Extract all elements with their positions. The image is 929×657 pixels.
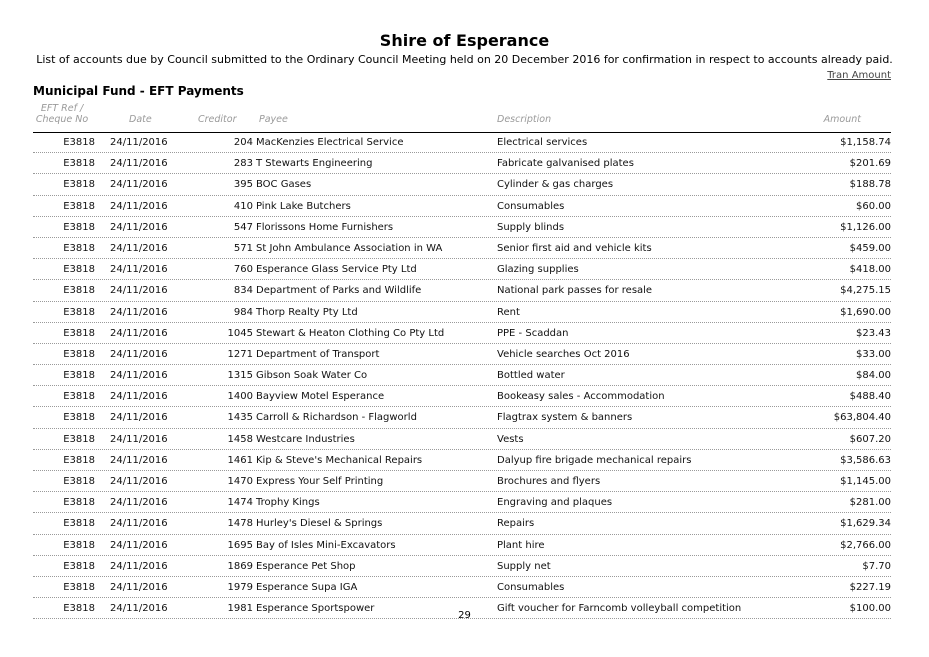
cell-amount: $33.00 — [856, 348, 891, 360]
table-row — [33, 556, 891, 577]
cell-date: 24/11/2016 — [110, 476, 168, 487]
cell-ref: E3818 — [63, 242, 95, 254]
column-header-description: Description — [497, 114, 552, 125]
cell-ref: E3818 — [63, 348, 95, 360]
cell-creditor: 1400 — [227, 391, 253, 403]
cell-amount: $201.69 — [849, 158, 891, 170]
cell-payee: Department of Transport — [256, 348, 380, 360]
table-row — [33, 407, 891, 428]
cell-description: Supply blinds — [497, 221, 565, 233]
cell-creditor: 760 — [233, 264, 253, 276]
page-number: 29 — [458, 610, 471, 621]
cell-date: 24/11/2016 — [110, 454, 168, 466]
fund-heading: Municipal Fund - EFT Payments — [33, 84, 244, 98]
table-row — [33, 174, 891, 195]
cell-ref: E3818 — [63, 221, 95, 233]
cell-description: Bottled water — [497, 370, 565, 382]
cell-description: Senior first aid and vehicle kits — [497, 242, 652, 254]
table-row — [33, 302, 891, 323]
column-header-ref-line1: EFT Ref / — [40, 103, 84, 114]
cell-amount: $2,766.00 — [840, 539, 891, 551]
cell-creditor: 1271 — [227, 348, 253, 360]
table-header — [33, 101, 891, 133]
cell-payee: T Stewarts Engineering — [256, 158, 373, 170]
cell-ref: E3818 — [63, 476, 95, 487]
cell-description: Vests — [497, 433, 524, 445]
cell-creditor: 283 — [233, 158, 253, 170]
cell-creditor: 1695 — [227, 539, 253, 551]
cell-date: 24/11/2016 — [110, 137, 168, 148]
cell-date: 24/11/2016 — [110, 179, 168, 191]
cell-ref: E3818 — [63, 200, 95, 212]
cell-payee: St John Ambulance Association in WA — [256, 242, 443, 254]
cell-description: Consumables — [497, 581, 565, 593]
cell-creditor: 1315 — [227, 370, 253, 382]
table-row — [33, 365, 891, 386]
cell-ref: E3818 — [63, 285, 95, 297]
cell-date: 24/11/2016 — [110, 221, 168, 233]
cell-amount: $418.00 — [849, 264, 891, 276]
page-title: Shire of Esperance — [379, 31, 550, 50]
cell-creditor: 410 — [233, 200, 253, 212]
cell-ref: E3818 — [63, 327, 95, 339]
table-row — [33, 132, 891, 153]
cell-ref: E3818 — [63, 412, 95, 424]
page-subtitle: List of accounts due by Council submitted to the Ordinary Council Meeting held on 20 December 2016 for confirmation in respect to accounts already paid. — [36, 53, 893, 66]
cell-amount: $100.00 — [849, 603, 891, 615]
cell-payee: Florissons Home Furnishers — [256, 221, 394, 233]
column-header-payee: Payee — [259, 114, 288, 125]
cell-payee: Esperance Pet Shop — [256, 560, 356, 572]
cell-creditor: 1461 — [227, 454, 253, 466]
table-row — [33, 323, 891, 344]
column-header-creditor: Creditor — [198, 114, 237, 125]
cell-creditor: 1458 — [227, 433, 253, 445]
table-row — [33, 259, 891, 280]
cell-date: 24/11/2016 — [110, 242, 168, 254]
cell-payee: BOC Gases — [256, 179, 312, 191]
cell-amount: $4,275.15 — [840, 285, 891, 297]
cell-ref: E3818 — [63, 306, 95, 318]
cell-date: 24/11/2016 — [110, 497, 168, 509]
cell-ref: E3818 — [63, 539, 95, 551]
payments-table — [33, 132, 891, 619]
cell-creditor: 547 — [233, 221, 253, 233]
cell-ref: E3818 — [63, 179, 95, 191]
cell-payee: Thorp Realty Pty Ltd — [256, 306, 358, 318]
column-header-ref-line2: Cheque No — [35, 114, 89, 125]
cell-description: Cylinder & gas charges — [497, 179, 614, 191]
cell-payee: Westcare Industries — [256, 433, 355, 445]
cell-amount: $1,126.00 — [840, 221, 891, 233]
cell-date: 24/11/2016 — [110, 200, 168, 212]
cell-creditor: 834 — [233, 285, 253, 297]
cell-amount: $7.70 — [862, 560, 891, 572]
table-row — [33, 492, 891, 513]
cell-amount: $1,145.00 — [840, 476, 891, 487]
cell-description: Vehicle searches Oct 2016 — [497, 348, 630, 360]
table-row — [33, 386, 891, 407]
cell-date: 24/11/2016 — [110, 264, 168, 276]
cell-description: Consumables — [497, 200, 565, 212]
cell-amount: $459.00 — [849, 242, 891, 254]
table-row — [33, 280, 891, 301]
table-row — [33, 344, 891, 365]
cell-date: 24/11/2016 — [110, 560, 168, 572]
cell-date: 24/11/2016 — [110, 348, 168, 360]
cell-description: National park passes for resale — [497, 285, 653, 297]
cell-description: Fabricate galvanised plates — [497, 158, 634, 170]
cell-description: Engraving and plaques — [497, 497, 613, 509]
cell-ref: E3818 — [63, 581, 95, 593]
cell-date: 24/11/2016 — [110, 412, 168, 424]
cell-date: 24/11/2016 — [110, 306, 168, 318]
cell-creditor: 1045 — [227, 327, 253, 339]
cell-amount: $1,690.00 — [840, 306, 891, 318]
column-header-amount: Amount — [823, 114, 861, 125]
cell-ref: E3818 — [63, 433, 95, 445]
cell-ref: E3818 — [63, 497, 95, 509]
cell-date: 24/11/2016 — [110, 603, 168, 615]
cell-ref: E3818 — [63, 560, 95, 572]
cell-creditor: 571 — [233, 242, 253, 254]
cell-payee: Department of Parks and Wildlife — [256, 285, 422, 297]
cell-creditor: 1869 — [227, 560, 253, 572]
cell-date: 24/11/2016 — [110, 158, 168, 170]
table-row — [33, 196, 891, 217]
cell-creditor: 984 — [233, 306, 253, 318]
cell-payee: Trophy Kings — [256, 497, 320, 509]
cell-amount: $1,629.34 — [840, 518, 891, 530]
cell-description: Flagtrax system & banners — [497, 412, 633, 424]
cell-date: 24/11/2016 — [110, 370, 168, 382]
cell-description: Bookeasy sales - Accommodation — [497, 391, 665, 403]
cell-description: Plant hire — [497, 539, 545, 551]
cell-description: Rent — [497, 306, 520, 318]
cell-payee: Bay of Isles Mini-Excavators — [256, 539, 396, 551]
cell-payee: Gibson Soak Water Co — [256, 370, 368, 382]
cell-date: 24/11/2016 — [110, 539, 168, 551]
cell-amount: $84.00 — [856, 370, 891, 382]
tran-amount-link[interactable]: Tran Amount — [827, 70, 891, 81]
cell-ref: E3818 — [63, 370, 95, 382]
cell-amount: $188.78 — [849, 179, 891, 191]
column-header-ref — [33, 103, 91, 125]
cell-creditor: 1981 — [227, 603, 253, 615]
cell-amount: $281.00 — [849, 497, 891, 509]
cell-description: Supply net — [497, 560, 551, 572]
cell-ref: E3818 — [63, 603, 95, 615]
cell-description: Brochures and flyers — [497, 476, 601, 487]
cell-description: Gift voucher for Farncomb volleyball competition — [497, 603, 742, 615]
cell-ref: E3818 — [63, 391, 95, 403]
table-row — [33, 450, 891, 471]
cell-creditor: 1474 — [227, 497, 253, 509]
cell-ref: E3818 — [63, 264, 95, 276]
cell-description: Repairs — [497, 518, 535, 530]
cell-date: 24/11/2016 — [110, 581, 168, 593]
table-row — [33, 429, 891, 450]
cell-payee: Bayview Motel Esperance — [256, 391, 385, 403]
cell-creditor: 1979 — [227, 581, 253, 593]
cell-payee: Esperance Glass Service Pty Ltd — [256, 264, 417, 276]
cell-payee: Carroll & Richardson - Flagworld — [256, 412, 417, 424]
cell-creditor: 1435 — [227, 412, 253, 424]
cell-description: Dalyup fire brigade mechanical repairs — [497, 454, 692, 466]
cell-payee: Stewart & Heaton Clothing Co Pty Ltd — [256, 327, 445, 339]
cell-creditor: 204 — [233, 137, 253, 148]
table-row — [33, 471, 891, 492]
table-row — [33, 238, 891, 259]
cell-date: 24/11/2016 — [110, 327, 168, 339]
cell-amount: $227.19 — [849, 581, 891, 593]
cell-payee: MacKenzies Electrical Service — [256, 137, 404, 148]
cell-amount: $63,804.40 — [833, 412, 891, 424]
cell-amount: $3,586.63 — [840, 454, 891, 466]
cell-ref: E3818 — [63, 158, 95, 170]
cell-creditor: 1478 — [227, 518, 253, 530]
cell-creditor: 1470 — [227, 476, 253, 487]
cell-date: 24/11/2016 — [110, 285, 168, 297]
cell-amount: $488.40 — [849, 391, 891, 403]
cell-payee: Pink Lake Butchers — [256, 200, 351, 212]
cell-amount: $1,158.74 — [840, 137, 891, 148]
cell-date: 24/11/2016 — [110, 391, 168, 403]
cell-payee: Kip & Steve's Mechanical Repairs — [256, 454, 423, 466]
cell-date: 24/11/2016 — [110, 433, 168, 445]
cell-creditor: 395 — [233, 179, 253, 191]
table-row — [33, 217, 891, 238]
cell-description: Glazing supplies — [497, 264, 579, 276]
cell-payee: Esperance Sportspower — [256, 603, 375, 615]
cell-description: PPE - Scaddan — [497, 327, 569, 339]
table-row — [33, 577, 891, 598]
cell-date: 24/11/2016 — [110, 518, 168, 530]
cell-amount: $23.43 — [856, 327, 891, 339]
cell-description: Electrical services — [497, 137, 588, 148]
column-header-date: Date — [129, 114, 152, 125]
cell-amount: $607.20 — [849, 433, 891, 445]
cell-payee: Esperance Supa IGA — [256, 581, 358, 593]
cell-ref: E3818 — [63, 518, 95, 530]
cell-amount: $60.00 — [856, 200, 891, 212]
table-row — [33, 513, 891, 534]
cell-ref: E3818 — [63, 137, 95, 148]
cell-payee: Express Your Self Printing — [256, 476, 384, 487]
table-row — [33, 535, 891, 556]
table-row — [33, 153, 891, 174]
cell-payee: Hurley's Diesel & Springs — [256, 518, 383, 530]
cell-ref: E3818 — [63, 454, 95, 466]
